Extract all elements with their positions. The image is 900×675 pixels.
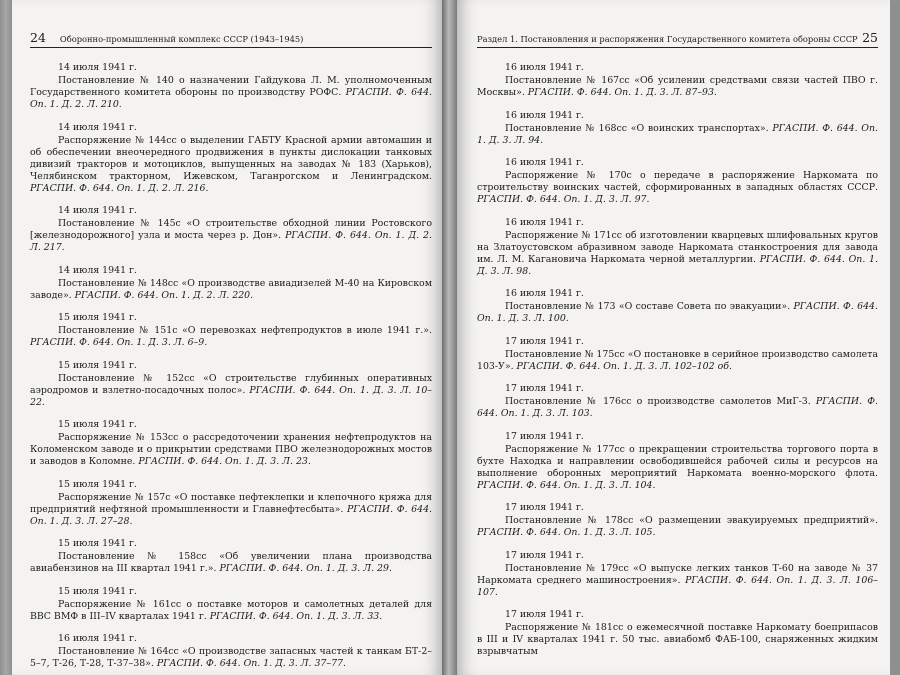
entry-body: Распоряжение № 157с «О поставке пефтеклепки и клепочного кряжа для предприятий нефтяной промышленности и Главнефтесбыта». [30, 491, 432, 515]
archive-reference: РГАСПИ. Ф. 644. Оп. 1. Д. 3. Л. 27–28. [30, 503, 433, 527]
entry-date: 17 июля 1941 г. [505, 335, 584, 347]
entry-date: 16 июля 1941 г. [505, 109, 584, 121]
entry-body: Постановление № 140 о назначении Гайдукова Л. М. уполномоченным Государственного комитета обороны по производству РОФС. [30, 75, 432, 98]
archive-reference: РГАСПИ. Ф. 644. Оп. 1. Д. 3. Л. 100. [477, 301, 878, 324]
entry-date: 16 июля 1941 г. [505, 157, 584, 168]
entry-body: Распоряжение № 177сс о прекращении строительства торгового порта в бухте Находка и направлении освободившейся рабочей силы и ресурсов на выполнение оборонных мероприятий Наркомата военно-морского флота. [477, 443, 878, 479]
entry-body: Постановление № 148сс «О производстве авиадизелей М-40 на Кировском заводе». [30, 277, 432, 301]
document-entry [477, 609, 878, 658]
entry-date: 15 июля 1941 г. [58, 585, 137, 597]
document-entry [30, 538, 432, 575]
entry-text [477, 123, 878, 147]
entry-text [30, 432, 432, 468]
entry-body: Распоряжение № 171сс об изготовлении кварцевых шлифовальных кругов на Златоустовском абразивном заводе Наркомата станкостроения для завода им. Л. М. Кагановича Наркомата черной металлургии. [477, 229, 878, 265]
entry-text [477, 444, 878, 492]
entry-body: Постановление № 173 «О составе Совета по эвакуации». [505, 301, 791, 312]
entry-text [30, 373, 432, 409]
entry-date: 17 июля 1941 г. [505, 430, 584, 442]
archive-reference: РГАСПИ. Ф. 644. Оп. 1. Д. 2. Л. 216. [30, 182, 209, 194]
entry-body: Распоряжение № 161сс о поставке моторов и самолетных деталей для ВВС ВМФ в III–IV кварталах 1941 г. [30, 598, 432, 622]
document-entry [30, 62, 432, 111]
entry-date: 16 июля 1941 г. [505, 216, 584, 228]
archive-reference: РГАСПИ. Ф. 644. Оп. 1. Д. 2. Л. 217. [30, 230, 432, 253]
document-entry [477, 217, 878, 278]
entry-list [30, 62, 432, 670]
document-entry [477, 110, 878, 147]
entry-text [477, 75, 878, 99]
entry-date: 15 июля 1941 г. [58, 359, 137, 371]
entry-text [477, 396, 878, 420]
entry-date: 15 июля 1941 г. [58, 478, 137, 490]
document-entry [477, 157, 878, 206]
entry-date: 16 июля 1941 г. [505, 62, 584, 73]
archive-reference: РГАСПИ. Ф. 644. Оп. 1. Д. 3. Л. 6–9. [30, 337, 208, 348]
entry-body: Постановление № 151с «О перевозках нефтепродуктов в июле 1941 г.». [58, 325, 432, 336]
document-entry [477, 383, 878, 420]
entry-list [477, 62, 878, 658]
entry-body: Постановление № 167сс «Об усилении средствами связи частей ПВО г. Москвы». [477, 75, 878, 98]
entry-body: Постановление № 179сс «О выпуске легких танков Т-60 на заводе № 37 Наркомата среднего машиностроения». [477, 562, 878, 586]
archive-reference: РГАСПИ. Ф. 644. Оп. 1. Д. 3. Л. 94. [477, 122, 879, 146]
entry-date: 17 июля 1941 г. [505, 549, 584, 561]
document-entry [30, 312, 432, 349]
archive-reference: РГАСПИ. Ф. 644. Оп. 1. Д. 3. Л. 105. [477, 527, 656, 538]
document-entry [30, 419, 432, 468]
document-entry [477, 550, 878, 599]
entry-date: 17 июля 1941 г. [505, 502, 584, 513]
entry-text [30, 646, 432, 670]
left-page [12, 0, 442, 675]
entry-body: Постановление № 176сс о производстве самолетов МиГ-3. [505, 396, 811, 407]
running-header-title: Оборонно-промышленный комплекс СССР (1943–1945) [59, 34, 304, 44]
entry-text [30, 75, 432, 111]
entry-text [30, 599, 432, 623]
document-entry [30, 265, 432, 302]
entry-text [477, 349, 878, 373]
page-number: 25 [862, 30, 878, 45]
document-entry [30, 479, 432, 528]
right-page-header [477, 30, 878, 48]
document-entry [477, 336, 878, 373]
entry-text [477, 230, 878, 278]
entry-text [30, 551, 432, 575]
document-entry [30, 586, 432, 623]
running-header-title: Раздел 1. Постановления и распоряжения Государственного комитета обороны СССР [477, 34, 858, 44]
entry-date: 14 июля 1941 г. [58, 205, 137, 216]
entry-body: Постановление № 152сс «О строительстве глубинных оперативных аэродромов и взлетно-посадочных полос». [30, 372, 432, 396]
archive-reference: РГАСПИ. Ф. 644. Оп. 1. Д. 3. Л. 98. [477, 253, 878, 277]
archive-reference: РГАСПИ. Ф. 644. Оп. 1. Д. 3. Л. 37–77. [156, 658, 346, 669]
page-number: 24 [30, 30, 46, 45]
document-entry [477, 62, 878, 99]
archive-reference: РГАСПИ. Ф. 644. Оп. 1. Д. 3. Л. 33. [209, 610, 383, 622]
entry-text [30, 492, 432, 528]
entry-date: 17 июля 1941 г. [505, 383, 584, 394]
entry-date: 16 июля 1941 г. [58, 633, 137, 644]
document-entry [30, 122, 432, 195]
entry-body: Постановление № 145с «О строительстве обходной линии Ростовского [железнодорожного] узла и моста через р. Дон». [30, 218, 432, 241]
left-page-header [30, 30, 432, 48]
archive-reference: РГАСПИ. Ф. 644. Оп. 1. Д. 3. Л. 103. [477, 396, 878, 419]
book-gutter [442, 0, 457, 675]
entry-text [30, 218, 432, 254]
archive-reference: РГАСПИ. Ф. 644. Оп. 1. Д. 2. Л. 210. [30, 87, 433, 110]
entry-text [477, 515, 878, 539]
archive-reference: РГАСПИ. Ф. 644. Оп. 1. Д. 2. Л. 220. [74, 289, 254, 301]
entry-date: 15 июля 1941 г. [58, 538, 137, 549]
entry-text [30, 325, 432, 349]
document-entry [477, 502, 878, 539]
document-entry [477, 288, 878, 325]
entry-text [477, 170, 878, 206]
archive-reference: РГАСПИ. Ф. 644. Оп. 1. Д. 3. Л. 23. [138, 456, 311, 467]
entry-body: Распоряжение № 144сс о выделении ГАБТУ Красной армии автомашин и об обеспечении внеочередного продвижения в пункты дислокации танковых дивизий тракторов и мотоциклов, выпущенных на заводах № 183 (Харьков), Челябинском тракторном, Ижевском, Таганрогском и Ленинградском. [30, 134, 432, 182]
document-entry [30, 205, 432, 254]
entry-body: Постановление № 175сс «О постановке в серийное производство самолета 103-У». [477, 348, 878, 372]
archive-reference: РГАСПИ. Ф. 644. Оп. 1. Д. 3. Л. 97. [477, 194, 650, 205]
entry-body: Постановление № 158сс «Об увеличении плана производства авиабензинов на III квартал 1941 г.». [30, 551, 432, 574]
archive-reference: РГАСПИ. Ф. 644. Оп. 1. Д. 3. Л. 102–102 об. [516, 360, 732, 372]
entry-date: 14 июля 1941 г. [58, 62, 137, 73]
archive-reference: РГАСПИ. Ф. 644. Оп. 1. Д. 3. Л. 29. [219, 563, 392, 574]
entry-date: 15 июля 1941 г. [58, 419, 137, 430]
entry-date: 17 июля 1941 г. [505, 609, 584, 620]
entry-date: 14 июля 1941 г. [58, 264, 137, 276]
entry-text [477, 301, 878, 325]
archive-reference: РГАСПИ. Ф. 644. Оп. 1. Д. 3. Л. 10–22. [30, 384, 432, 408]
archive-reference: РГАСПИ. Ф. 644. Оп. 1. Д. 3. Л. 87–93. [527, 87, 717, 98]
archive-reference: РГАСПИ. Ф. 644. Оп. 1. Д. 3. Л. 106–107. [477, 574, 878, 598]
right-page [457, 0, 890, 675]
entry-text [30, 278, 432, 302]
document-entry [30, 360, 432, 409]
document-entry [30, 633, 432, 670]
entry-body: Постановление № 168сс «О воинских транспортах». [505, 122, 769, 134]
entry-text [477, 622, 878, 658]
entry-date: 15 июля 1941 г. [58, 312, 137, 323]
archive-reference: РГАСПИ. Ф. 644. Оп. 1. Д. 3. Л. 104. [477, 479, 656, 491]
entry-text [30, 135, 432, 195]
document-entry [477, 431, 878, 492]
entry-body: Постановление № 178сс «О размещении эвакуируемых предприятий». [505, 515, 878, 526]
entry-date: 16 июля 1941 г. [505, 288, 584, 299]
entry-body: Постановление № 164сс «О производстве запасных частей к танкам БТ-2–5–7, Т-26, Т-28, Т-37–38». [30, 646, 432, 669]
entry-text [477, 563, 878, 599]
entry-body: Распоряжение № 181сс о ежемесячной поставке Наркомату боеприпасов в III и IV кварталах 1941 г. 50 тыс. авиабомб ФАБ-100, снаряженных жидким взрывчатым [477, 622, 878, 657]
entry-body: Распоряжение № 170с о передаче в распоряжение Наркомата по строительству воинских частей, сформированных в западных областях СССР. [477, 170, 878, 193]
entry-date: 14 июля 1941 г. [58, 121, 137, 133]
entry-body: Распоряжение № 153сс о рассредоточении хранения нефтепродуктов на Коломенском заводе и о прикрытии средствами ПВО железнодорожных мостов и заводов в Коломне. [30, 432, 432, 467]
